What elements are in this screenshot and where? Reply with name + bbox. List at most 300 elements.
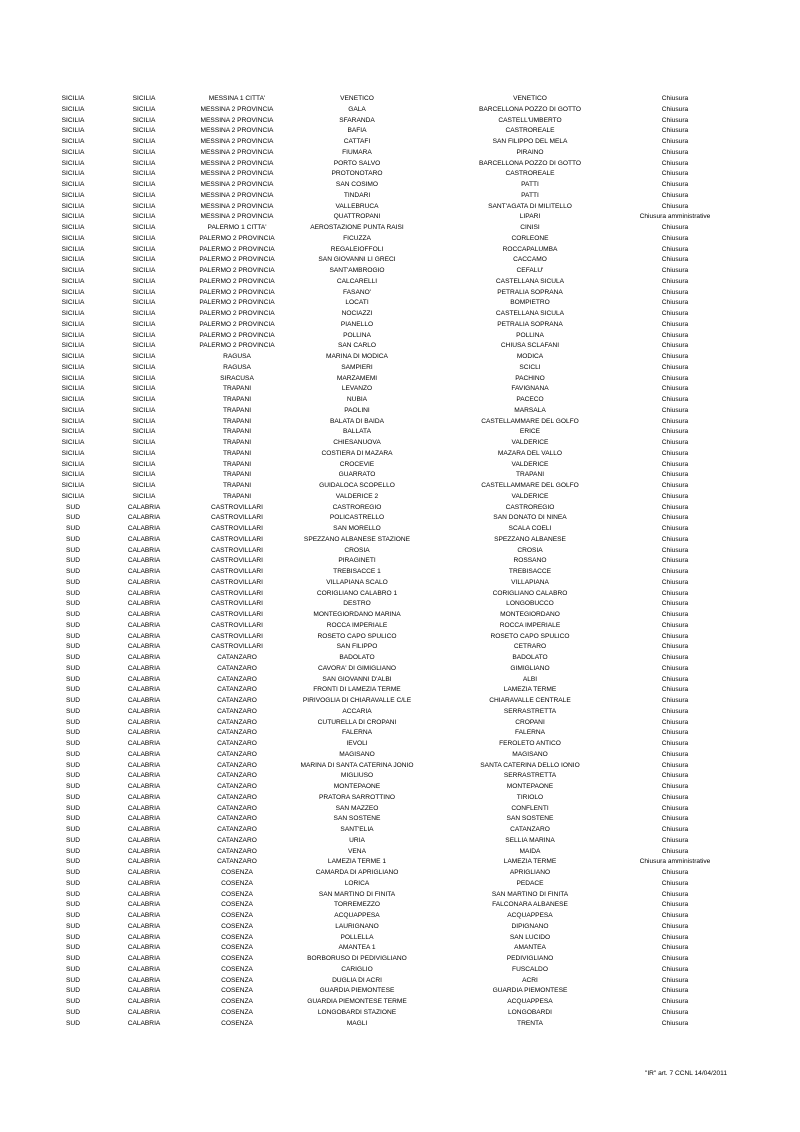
region-cell: CALABRIA	[127, 686, 161, 694]
area-cell: SICILIA	[61, 224, 85, 231]
table-row	[0, 900, 800, 911]
region-cell: SICILIA	[132, 245, 156, 253]
status-cell: Chiusura	[661, 428, 689, 436]
status-cell: Chiusura	[661, 460, 689, 468]
status-cell: Chiusura amministrative	[639, 213, 711, 221]
area-cell: SICILIA	[61, 105, 85, 113]
region-cell: CALABRIA	[127, 826, 161, 833]
region-cell: CALABRIA	[127, 750, 161, 758]
office-cell: MAGISANO	[339, 750, 375, 758]
municipality-cell: FEROLETO ANTICO	[499, 740, 561, 747]
municipality-cell: ROSETO CAPO SPULICO	[490, 632, 570, 640]
office-cell: CAMARDA DI APRIGLIANO	[315, 869, 399, 876]
municipality-cell: TRENTA	[517, 1019, 543, 1027]
status-cell: Chiusura	[661, 707, 689, 715]
municipality-cell: CINISI	[520, 224, 540, 231]
area-cell: SUD	[66, 965, 80, 973]
table-row	[0, 169, 800, 180]
district-cell: COSENZA	[221, 955, 253, 962]
area-cell: SUD	[66, 879, 80, 887]
table-row	[0, 126, 800, 137]
district-cell: MESSINA 2 PROVINCIA	[200, 202, 274, 210]
municipality-cell: VALDERICE	[511, 492, 549, 500]
area-cell: SICILIA	[61, 299, 85, 307]
area-cell: SUD	[66, 675, 80, 683]
office-cell: PROTONOTARO	[331, 170, 383, 178]
area-cell: SICILIA	[61, 277, 85, 285]
status-cell: Chiusura	[661, 202, 689, 210]
table-row	[0, 653, 800, 664]
municipality-cell: CEFALU'	[516, 267, 544, 274]
area-cell: SICILIA	[61, 482, 85, 489]
table-row	[0, 191, 800, 202]
office-cell: CALCARELLI	[336, 277, 378, 285]
district-cell: CASTROVILLARI	[210, 643, 264, 651]
table-row	[0, 202, 800, 213]
office-cell: SAN GIOVANNI LI GRECI	[318, 256, 396, 264]
region-cell: CALABRIA	[127, 1008, 161, 1016]
municipality-cell: ROCCAPALUMBA	[502, 245, 558, 253]
office-cell: VENETICO	[340, 95, 374, 102]
region-cell: SICILIA	[132, 116, 156, 124]
region-cell: SICILIA	[132, 224, 156, 231]
area-cell: SUD	[66, 847, 80, 855]
status-cell: Chiusura	[661, 181, 689, 188]
table-row	[0, 943, 800, 954]
municipality-cell: ROCCA IMPERIALE	[499, 621, 561, 629]
area-cell: SICILIA	[61, 310, 85, 317]
office-cell: GALA	[348, 105, 366, 113]
district-cell: TRAPANI	[222, 417, 252, 425]
municipality-cell: LAMEZIA TERME	[503, 686, 557, 694]
district-cell: CATANZARO	[217, 804, 257, 812]
area-cell: SUD	[66, 664, 80, 672]
municipality-cell: CORLEONE	[511, 234, 549, 242]
municipality-cell: BARCELLONA POZZO DI GOTTO	[478, 159, 582, 167]
office-cell: SAMPIERI	[341, 363, 373, 371]
status-cell: Chiusura	[661, 471, 689, 479]
area-cell: SUD	[66, 557, 80, 565]
office-cell: FASANO'	[342, 288, 371, 296]
district-cell: CATANZARO	[217, 675, 257, 683]
municipality-cell: CASTELLAMMARE DEL GOLFO	[481, 417, 579, 425]
office-cell: PIANELLO	[340, 320, 374, 328]
municipality-cell: VALDERICE	[511, 439, 549, 446]
office-cell: PIRAGINETI	[338, 557, 376, 565]
table-row	[0, 460, 800, 471]
region-cell: CALABRIA	[127, 847, 161, 855]
municipality-cell: LAMEZIA TERME	[503, 858, 557, 866]
table-row	[0, 761, 800, 772]
municipality-cell: DIPIGNANO	[511, 922, 549, 930]
district-cell: CATANZARO	[217, 783, 257, 790]
region-cell: SICILIA	[132, 256, 156, 264]
area-cell: SUD	[66, 654, 80, 661]
status-cell: Chiusura	[661, 310, 689, 317]
area-cell: SICILIA	[61, 127, 85, 135]
municipality-cell: SAN SOSTENE	[506, 815, 554, 823]
table-row	[0, 879, 800, 890]
office-cell: ACCARIA	[342, 707, 372, 715]
district-cell: COSENZA	[221, 890, 253, 898]
office-cell: CATTAFI	[343, 138, 371, 145]
office-cell: CASTROREGIO	[332, 503, 382, 511]
status-cell: Chiusura	[661, 793, 689, 801]
region-cell: SICILIA	[132, 267, 156, 274]
office-cell: IEVOLI	[346, 740, 368, 747]
district-cell: PALERMO 2 PROVINCIA	[199, 320, 275, 328]
area-cell: SICILIA	[61, 213, 85, 221]
status-cell: Chiusura	[661, 374, 689, 382]
district-cell: COSENZA	[221, 976, 253, 984]
municipality-cell: CATANZARO	[510, 826, 550, 833]
district-cell: CASTROVILLARI	[210, 611, 264, 618]
closures-table	[0, 94, 800, 1029]
office-cell: AMANTEA 1	[338, 944, 376, 952]
table-row	[0, 825, 800, 836]
office-cell: VALDERICE 2	[335, 492, 379, 500]
area-cell: SICILIA	[61, 460, 85, 468]
office-cell: LAMEZIA TERME 1	[327, 858, 387, 866]
area-cell: SUD	[66, 804, 80, 812]
status-cell: Chiusura	[661, 138, 689, 145]
municipality-cell: PATTI	[521, 181, 539, 188]
office-cell: SANT'ELIA	[340, 826, 374, 833]
status-cell: Chiusura	[661, 912, 689, 919]
district-cell: TRAPANI	[222, 482, 252, 489]
municipality-cell: SAN FILIPPO DEL MELA	[492, 138, 568, 145]
region-cell: CALABRIA	[127, 535, 161, 543]
district-cell: TRAPANI	[222, 396, 252, 403]
municipality-cell: CHIARAVALLE CENTRALE	[489, 697, 571, 704]
district-cell: MESSINA 2 PROVINCIA	[200, 181, 274, 188]
area-cell: SUD	[66, 514, 80, 522]
office-cell: FRONTI DI LAMEZIA TERME	[313, 686, 401, 694]
table-row	[0, 664, 800, 675]
municipality-cell: TIRIOLO	[516, 793, 544, 801]
area-cell: SUD	[66, 568, 80, 575]
region-cell: SICILIA	[132, 95, 156, 102]
region-cell: CALABRIA	[127, 643, 161, 651]
office-cell: DUGLIA DI ACRI	[332, 976, 382, 984]
table-row	[0, 642, 800, 653]
table-row	[0, 395, 800, 406]
status-cell: Chiusura	[661, 804, 689, 812]
table-row	[0, 922, 800, 933]
status-cell: Chiusura	[661, 95, 689, 102]
district-cell: TRAPANI	[222, 428, 252, 436]
district-cell: PALERMO 2 PROVINCIA	[199, 342, 275, 350]
status-cell: Chiusura	[661, 901, 689, 909]
office-cell: FALERNA	[341, 729, 373, 737]
table-row	[0, 986, 800, 997]
status-cell: Chiusura	[661, 191, 689, 199]
district-cell: CATANZARO	[217, 847, 257, 855]
region-cell: SICILIA	[132, 471, 156, 479]
area-cell: SUD	[66, 611, 80, 618]
status-cell: Chiusura	[661, 686, 689, 694]
district-cell: MESSINA 2 PROVINCIA	[200, 105, 274, 113]
status-cell: Chiusura	[661, 643, 689, 651]
region-cell: SICILIA	[132, 299, 156, 307]
office-cell: CUTURELLA DI CROPANI	[317, 718, 397, 726]
office-cell: CHIESANUOVA	[333, 439, 381, 446]
status-cell: Chiusura	[661, 965, 689, 973]
office-cell: CORIGLIANO CALABRO 1	[316, 589, 398, 597]
area-cell: SUD	[66, 589, 80, 597]
area-cell: SUD	[66, 987, 80, 995]
area-cell: SICILIA	[61, 320, 85, 328]
district-cell: MESSINA 2 PROVINCIA	[200, 191, 274, 199]
office-cell: CROCEVIE	[339, 460, 375, 468]
status-cell: Chiusura	[661, 600, 689, 608]
table-row	[0, 374, 800, 385]
status-cell: Chiusura	[661, 890, 689, 898]
area-cell: SUD	[66, 546, 80, 554]
district-cell: CATANZARO	[217, 654, 257, 661]
office-cell: QUATTROPANI	[333, 213, 381, 221]
region-cell: SICILIA	[132, 288, 156, 296]
office-cell: DESTRO	[343, 600, 371, 608]
region-cell: SICILIA	[132, 202, 156, 210]
region-cell: SICILIA	[132, 363, 156, 371]
district-cell: SIRACUSA	[220, 374, 254, 382]
district-cell: COSENZA	[221, 912, 253, 919]
status-cell: Chiusura	[661, 987, 689, 995]
district-cell: PALERMO 1 CITTA'	[207, 224, 267, 231]
footer-note: "IR" art. 7 CCNL 14/04/2011	[644, 1070, 727, 1077]
region-cell: SICILIA	[132, 191, 156, 199]
office-cell: PIRIVOGLIA DI CHIARAVALLE C/LE	[302, 697, 412, 704]
district-cell: COSENZA	[221, 965, 253, 973]
area-cell: SICILIA	[61, 159, 85, 167]
status-cell: Chiusura	[661, 245, 689, 253]
table-row	[0, 621, 800, 632]
office-cell: SAN COSIMO	[335, 181, 379, 188]
area-cell: SICILIA	[61, 138, 85, 145]
office-cell: LONGOBARDI STAZIONE	[317, 1008, 397, 1016]
status-cell: Chiusura	[661, 578, 689, 586]
region-cell: SICILIA	[132, 396, 156, 403]
region-cell: SICILIA	[132, 105, 156, 113]
region-cell: CALABRIA	[127, 1019, 161, 1027]
district-cell: MESSINA 2 PROVINCIA	[200, 170, 274, 178]
table-row	[0, 427, 800, 438]
area-cell: SICILIA	[61, 95, 85, 102]
area-cell: SUD	[66, 998, 80, 1005]
municipality-cell: MAIDA	[519, 847, 541, 855]
region-cell: CALABRIA	[127, 761, 161, 769]
office-cell: POLLELLA	[340, 933, 374, 941]
municipality-cell: SAN LUCIDO	[509, 933, 551, 941]
table-row	[0, 771, 800, 782]
region-cell: CALABRIA	[127, 815, 161, 823]
status-cell: Chiusura	[661, 385, 689, 393]
table-row	[0, 847, 800, 858]
status-cell: Chiusura	[661, 847, 689, 855]
table-row	[0, 911, 800, 922]
office-cell: ROSETO CAPO SPULICO	[317, 632, 397, 640]
table-row	[0, 331, 800, 342]
district-cell: MESSINA 1 CITTA'	[208, 95, 266, 102]
area-cell: SUD	[66, 944, 80, 952]
district-cell: COSENZA	[221, 933, 253, 941]
district-cell: MESSINA 2 PROVINCIA	[200, 116, 274, 124]
office-cell: BAFIA	[347, 127, 367, 135]
area-cell: SICILIA	[61, 148, 85, 156]
office-cell: LOCATI	[345, 299, 369, 307]
area-cell: SICILIA	[61, 288, 85, 296]
area-cell: SICILIA	[61, 116, 85, 124]
region-cell: CALABRIA	[127, 804, 161, 812]
area-cell: SUD	[66, 643, 80, 651]
status-cell: Chiusura	[661, 363, 689, 371]
area-cell: SUD	[66, 1008, 80, 1016]
table-row	[0, 707, 800, 718]
area-cell: SUD	[66, 621, 80, 629]
table-row	[0, 782, 800, 793]
municipality-cell: POLLINA	[516, 331, 544, 339]
municipality-cell: CASTROREGIO	[505, 503, 555, 511]
district-cell: MESSINA 2 PROVINCIA	[200, 127, 274, 135]
region-cell: CALABRIA	[127, 546, 161, 554]
region-cell: CALABRIA	[127, 600, 161, 608]
region-cell: CALABRIA	[127, 525, 161, 532]
municipality-cell: CHIUSA SCLAFANI	[500, 342, 560, 350]
office-cell: COSTIERA DI MAZARA	[321, 449, 393, 457]
table-row	[0, 814, 800, 825]
area-cell: SUD	[66, 933, 80, 941]
status-cell: Chiusura	[661, 535, 689, 543]
area-cell: SICILIA	[61, 428, 85, 436]
office-cell: BALATA DI BAIDA	[330, 417, 384, 425]
district-cell: CATANZARO	[217, 815, 257, 823]
status-cell: Chiusura	[661, 267, 689, 274]
region-cell: SICILIA	[132, 148, 156, 156]
office-cell: SAN GIOVANNI D'ALBI	[322, 675, 392, 683]
status-cell: Chiusura	[661, 406, 689, 414]
area-cell: SUD	[66, 503, 80, 511]
region-cell: SICILIA	[132, 234, 156, 242]
table-row	[0, 481, 800, 492]
status-cell: Chiusura	[661, 417, 689, 425]
status-cell: Chiusura	[661, 1019, 689, 1027]
district-cell: CASTROVILLARI	[210, 632, 264, 640]
municipality-cell: CASTROREALE	[505, 170, 555, 178]
municipality-cell: SANT'AGATA DI MILITELLO	[488, 202, 572, 210]
municipality-cell: FALCONARA ALBANESE	[492, 901, 568, 909]
region-cell: SICILIA	[132, 482, 156, 489]
table-row	[0, 632, 800, 643]
municipality-cell: VILLAPIANA	[511, 578, 549, 586]
municipality-cell: PEDACE	[516, 879, 544, 887]
municipality-cell: PETRALIA SOPRANA	[497, 320, 563, 328]
status-cell: Chiusura	[661, 922, 689, 930]
office-cell: VALLEBRUCA	[335, 202, 379, 210]
status-cell: Chiusura amministrative	[639, 858, 711, 866]
area-cell: SUD	[66, 912, 80, 919]
table-row	[0, 470, 800, 481]
region-cell: SICILIA	[132, 417, 156, 425]
status-cell: Chiusura	[661, 148, 689, 156]
district-cell: CATANZARO	[217, 740, 257, 747]
district-cell: CATANZARO	[217, 664, 257, 672]
district-cell: PALERMO 2 PROVINCIA	[199, 331, 275, 339]
district-cell: CASTROVILLARI	[210, 578, 264, 586]
table-row	[0, 449, 800, 460]
table-row	[0, 965, 800, 976]
district-cell: CATANZARO	[217, 718, 257, 726]
area-cell: SUD	[66, 955, 80, 962]
region-cell: CALABRIA	[127, 965, 161, 973]
area-cell: SUD	[66, 772, 80, 780]
municipality-cell: PATTI	[521, 191, 539, 199]
region-cell: CALABRIA	[127, 976, 161, 984]
district-cell: PALERMO 2 PROVINCIA	[199, 245, 275, 253]
region-cell: CALABRIA	[127, 718, 161, 726]
district-cell: MESSINA 2 PROVINCIA	[200, 213, 274, 221]
municipality-cell: PEDIVIGLIANO	[506, 955, 554, 962]
status-cell: Chiusura	[661, 589, 689, 597]
area-cell: SICILIA	[61, 439, 85, 446]
table-row	[0, 728, 800, 739]
table-row	[0, 599, 800, 610]
municipality-cell: GIMIGLIANO	[510, 664, 550, 672]
municipality-cell: LIPARI	[519, 213, 541, 221]
municipality-cell: MONTEGIORDANO	[500, 611, 560, 618]
area-cell: SICILIA	[61, 471, 85, 479]
status-cell: Chiusura	[661, 449, 689, 457]
district-cell: CATANZARO	[217, 826, 257, 833]
office-cell: GUARRATO	[338, 471, 376, 479]
status-cell: Chiusura	[661, 525, 689, 532]
municipality-cell: LONGOBARDI	[508, 1008, 552, 1016]
region-cell: CALABRIA	[127, 890, 161, 898]
table-row	[0, 976, 800, 987]
area-cell: SUD	[66, 922, 80, 930]
area-cell: SUD	[66, 525, 80, 532]
office-cell: MARINA DI MODICA	[326, 353, 388, 360]
district-cell: CASTROVILLARI	[210, 514, 264, 522]
status-cell: Chiusura	[661, 127, 689, 135]
table-row	[0, 718, 800, 729]
district-cell: CATANZARO	[217, 858, 257, 866]
district-cell: COSENZA	[221, 869, 253, 876]
office-cell: SAN SOSTENE	[333, 815, 381, 823]
status-cell: Chiusura	[661, 718, 689, 726]
region-cell: SICILIA	[132, 385, 156, 393]
table-row	[0, 266, 800, 277]
district-cell: PALERMO 2 PROVINCIA	[199, 288, 275, 296]
status-cell: Chiusura	[661, 632, 689, 640]
municipality-cell: ACRI	[522, 976, 538, 984]
municipality-cell: CETRARO	[513, 643, 547, 651]
status-cell: Chiusura	[661, 514, 689, 522]
region-cell: CALABRIA	[127, 955, 161, 962]
region-cell: CALABRIA	[127, 772, 161, 780]
district-cell: CATANZARO	[217, 697, 257, 704]
district-cell: CATANZARO	[217, 729, 257, 737]
region-cell: CALABRIA	[127, 675, 161, 683]
table-row	[0, 245, 800, 256]
municipality-cell: SANTA CATERINA DELLO IONIO	[480, 761, 580, 769]
office-cell: REGALEIOFFOLI	[330, 245, 384, 253]
area-cell: SICILIA	[61, 245, 85, 253]
municipality-cell: FUSCALDO	[512, 965, 548, 973]
district-cell: CASTROVILLARI	[210, 503, 264, 511]
table-row	[0, 739, 800, 750]
region-cell: CALABRIA	[127, 783, 161, 790]
